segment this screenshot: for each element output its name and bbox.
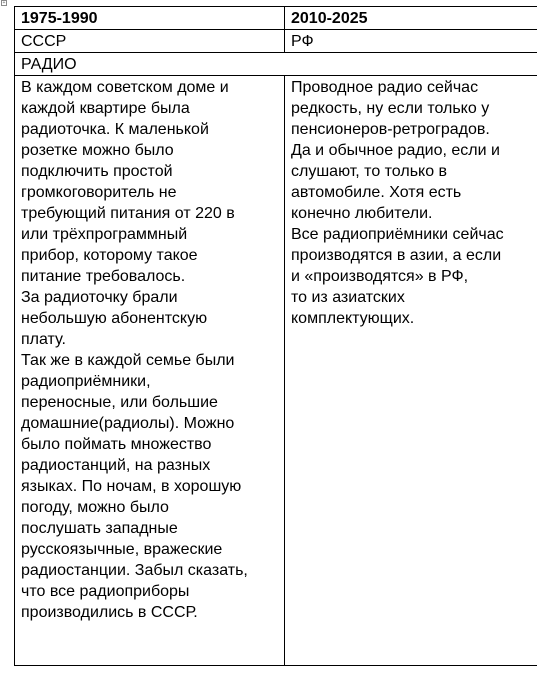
country-row [15,30,537,53]
topic-cell: РАДИО [15,53,537,76]
country-cell-left: СССР [15,30,285,53]
table-header-row [15,7,537,30]
content-cell-right [285,76,537,666]
left-paragraph-radio-point: В каждом советском доме и каждой квартире была радиоточка. К маленькой розетке можно было подключить простой громкоговоритель не требующий питания от 220 в или трёхпрограммный прибор, которому такое питание требовалось. [21,79,235,285]
right-paragraph-car-radio: Да и обычное радио, если и слушают, то только в автомобиле. Хотя есть конечно любители. [291,142,500,222]
right-paragraph-wired-radio: Проводное радио сейчас редкость, ну если только у пенсионеров-ретроградов. [291,79,490,138]
left-paragraph-radio-receivers: Так же в каждой семье были радиоприёмники, переносные, или большие домашние(радиолы). Можно было поймать множество радиостанций, на разных языках. По ночам, в хорошую погоду, можно было послушать западные русскоязычные, вражеские радиостанции. Забыл сказать, что все радиоприборы производились в СССР. [21,352,248,621]
header-cell-left: 1975-1990 [15,7,285,30]
country-cell-right: РФ [285,30,537,53]
content-cell-left [15,76,285,666]
right-paragraph-asia-production: Все радиоприёмники сейчас производятся в азии, а если и «производятся» в РФ, [291,226,504,285]
right-paragraph-components: то из азиатских комплектующих. [291,289,415,327]
comparison-table [14,6,537,666]
header-cell-right: 2010-2025 [285,7,537,30]
table-move-handle-icon[interactable]: + [2,0,6,6]
left-paragraph-subscription-fee: За радиоточку брали небольшую абонентскую плату. [21,289,208,348]
content-row [15,76,537,666]
topic-row [15,53,537,76]
